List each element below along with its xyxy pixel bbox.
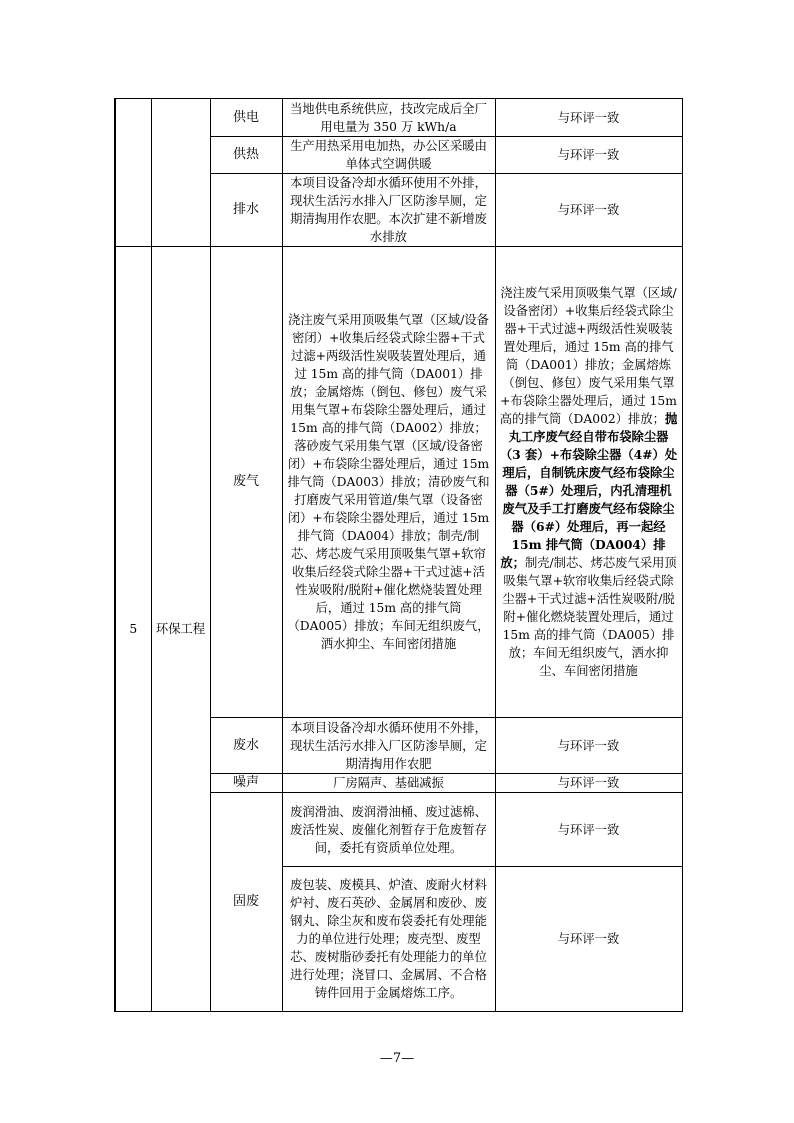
project-comparison-table [114,98,683,1012]
item-cell: 排水 [210,174,282,247]
content-cell: 废包装、废模具、炉渣、废耐火材料炉衬、废石英砂、金属屑和废砂、废钢丸、除尘灰和废布袋委托有处理能力的单位进行处理；废壳型、废型芯、废树脂砂委托有处理能力的单位进行处理；浇冒口、金属屑、不合格铸件回用于金属熔炼工序。 [282,867,495,1012]
content-cell: 浇注废气采用顶吸集气罩（区域/设备密闭）+收集后经袋式除尘器+干式过滤+两级活性炭吸装置处理后，通过 15m 高的排气筒（DA001）排放；金属熔炼（倒包、修包）废气采用集气罩+布袋除尘器处理后，通过 15m 高的排气筒（DA002）排放；落砂废气采用集气罩（区域/设备密闭）+布袋除尘器处理后，通过 15m 排气筒（DA003）排放；清砂废气和打磨废气采用管道/集气罩（设备密闭）+布袋除尘器处理后，通过 15m 排气筒（DA004）排放；制壳/制芯、烤芯废气采用顶吸集气罩+软帘收集后经袋式除尘器+干式过滤+活性炭吸附/脱附+催化燃烧装置处理后，通过 15m 高的排气筒（DA005）排放；车间无组织废气，洒水抑尘、车间密闭措施 [282,247,495,718]
index-cell-empty [115,99,151,247]
content-cell: 生产用热采用电加热，办公区采暖由单体式空调供暖 [282,137,495,174]
item-cell: 供电 [210,99,282,137]
content-cell: 本项目设备冷却水循环使用不外排，现状生活污水排入厂区防渗旱厕，定期清掏用作农肥。本次扩建不新增废水排放 [282,174,495,247]
index-cell: 5 [115,247,151,1012]
content-cell: 厂房隔声、基础减振 [282,774,495,793]
actual-cell: 与环评一致 [495,718,682,774]
content-cell: 废润滑油、废润滑油桶、废过滤棉、废活性炭、废催化剂暂存于危废暂存间，委托有资质单位处理。 [282,793,495,867]
item-cell: 供热 [210,137,282,174]
item-cell: 固废 [210,793,282,1012]
actual-cell: 与环评一致 [495,174,682,247]
actual-text: 浇注废气采用顶吸集气罩（区域/设备密闭）+收集后经袋式除尘器+干式过滤+两级活性炭吸装置处理后，通过 15m 高的排气筒（DA001）排放；金属熔炼（倒包、修包）废气采用集气罩+布袋除尘器处理后，通过 15m 高的排气筒（DA002）排放； [499,286,677,426]
actual-cell: 与环评一致 [495,774,682,793]
item-cell: 废水 [210,718,282,774]
actual-cell: 与环评一致 [495,137,682,174]
page-number: —7— [379,1051,415,1066]
actual-cell: 与环评一致 [495,867,682,1012]
content-cell: 本项目设备冷却水循环使用不外排，现状生活污水排入厂区防渗旱厕，定期清掏用作农肥 [282,718,495,774]
actual-cell: 与环评一致 [495,99,682,137]
category-cell-empty [151,99,210,247]
content-cell: 当地供电系统供应，技改完成后全厂用电量为 350 万 kWh/a [282,99,495,137]
actual-text: 制壳/制芯、烤芯废气采用顶吸集气罩+软帘收集后经袋式除尘器+干式过滤+活性炭吸附/脱附+催化燃烧装置处理后，通过 15m 高的排气筒（DA005）排放；车间无组织废气，洒水抑尘、车间密闭措施 [502,556,677,678]
actual-cell [495,247,682,718]
item-cell: 噪声 [210,774,282,793]
item-cell: 废气 [210,247,282,718]
table-row [115,99,682,137]
category-cell: 环保工程 [151,247,210,1012]
actual-text-bold: 抛丸工序废气经自带布袋除尘器（3 套）+布袋除尘器（4#）处理后，自制铣床废气经布袋除尘器（5#）处理后，内孔清理机废气及手工打磨废气经布袋除尘器（6#）处理后，再一起经 15m 排气筒（DA004）排放； [499,411,678,570]
table-row [115,247,682,718]
actual-cell: 与环评一致 [495,793,682,867]
